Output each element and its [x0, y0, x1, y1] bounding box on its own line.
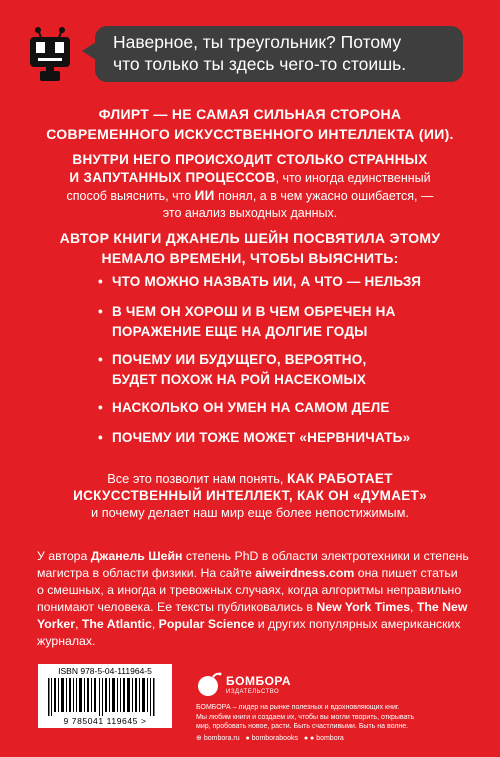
globe-icon: ⊕	[196, 735, 202, 742]
barcode	[38, 664, 172, 728]
bullet-dot: •	[98, 352, 103, 367]
youtube-icon: ●	[303, 735, 309, 742]
intro-paragraph	[0, 151, 500, 222]
bio-text: ,	[75, 617, 82, 631]
bubble-line-2: что только ты здесь чего-то стоишь.	[113, 54, 407, 74]
publisher-desc-line: мир, пробовать новое, расти. Быть счастливыми. Быть на волне.	[196, 723, 409, 730]
publisher-name: БОМБОРА	[226, 674, 292, 688]
barcode-digits: 9 785041 119645 >	[63, 716, 147, 726]
robot-icon	[28, 24, 72, 82]
social-bombora[interactable]: bombora	[316, 735, 344, 742]
bullet-item-5	[98, 428, 410, 448]
intro-bold-2: И ЗАПУТАННЫХ ПРОЦЕССОВ	[69, 170, 276, 185]
bullet-text-1: ЧТО МОЖНО НАЗВАТЬ ИИ, А ЧТО — НЕЛЬЗЯ	[112, 274, 422, 289]
bullet-dot: •	[98, 274, 103, 289]
social-links	[196, 734, 344, 742]
publication-name: The Atlantic	[81, 617, 152, 631]
speech-bubble-tail	[82, 42, 96, 60]
bullet-item-3	[98, 350, 366, 390]
bullet-dot: •	[98, 400, 103, 415]
bio-text: о смешных, а иногда и тревожных случаях, когда алгоритмы неправильно	[37, 583, 462, 597]
intro-bold-1: ВНУТРИ НЕГО ПРОИСХОДИТ СТОЛЬКО СТРАННЫХ	[72, 152, 428, 167]
bullet-text-5: ПОЧЕМУ ИИ ТОЖЕ МОЖЕТ «НЕРВНИЧАТЬ»	[112, 430, 411, 445]
bio-text: У автора	[37, 549, 91, 563]
heading-flirt-line-1: ФЛИРТ — НЕ САМАЯ СИЛЬНАЯ СТОРОНА	[98, 106, 402, 122]
bullet-text-3a: ПОЧЕМУ ИИ БУДУЩЕГО, ВЕРОЯТНО,	[112, 352, 367, 367]
bullet-dot: •	[98, 304, 103, 319]
publication-name: New York Times	[316, 600, 411, 614]
heading-flirt	[0, 104, 500, 144]
summary-text-1: Все это позволит нам понять,	[107, 471, 287, 486]
bio-text: она пишет статьи	[354, 566, 458, 580]
vk-icon: ●	[245, 735, 250, 742]
summary-bold-2: ИСКУССТВЕННЫЙ ИНТЕЛЛЕКТ, КАК ОН «ДУМАЕТ»	[73, 488, 427, 503]
publication-name: Popular Science	[158, 617, 255, 631]
bio-text: журналах.	[37, 634, 96, 648]
speech-bubble	[95, 26, 463, 82]
bomb-icon	[196, 671, 222, 697]
intro-text-4: это анализ выходных данных.	[162, 206, 338, 220]
website-link[interactable]: aiweirdness.com	[255, 566, 355, 580]
publisher-description	[196, 703, 414, 732]
publication-name: Yorker	[37, 617, 76, 631]
bullet-item-4	[98, 398, 390, 418]
bullet-item-1	[98, 272, 421, 292]
bubble-line-1: Наверное, ты треугольник? Потому	[113, 32, 402, 52]
social-site[interactable]: bombora.ru	[203, 735, 240, 742]
bio-text: ,	[410, 600, 417, 614]
publication-name: The New	[416, 600, 468, 614]
summary-text-3: и почему делает наш мир еще более непостижимым.	[91, 505, 409, 520]
bio-text: магистра в области физики. На сайте	[37, 566, 256, 580]
intro-text-2: , что иногда единственный	[275, 171, 431, 185]
intro-bold-ai: ИИ	[194, 188, 215, 203]
bio-text: степень PhD в области электротехники и степень	[182, 549, 469, 563]
publisher-logo	[196, 671, 222, 702]
summary-bold-1: КАК РАБОТАЕТ	[287, 471, 393, 486]
heading-author-line-2: НЕМАЛО ВРЕМЕНИ, ЧТОБЫ ВЫЯСНИТЬ:	[101, 250, 399, 266]
author-bio	[37, 548, 477, 650]
intro-text-3b: понял, а в чем ужасно ошибается, —	[214, 189, 434, 203]
bullet-text-2b: ПОРАЖЕНИЕ ЕЩЕ НА ДОЛГИЕ ГОДЫ	[112, 324, 368, 339]
publisher-subtitle: ИЗДАТЕЛЬСТВО	[226, 689, 280, 695]
author-name: Джанель Шейн	[90, 549, 183, 563]
bullet-text-3b: БУДЕТ ПОХОЖ НА РОЙ НАСЕКОМЫХ	[112, 372, 367, 387]
heading-flirt-line-2: СОВРЕМЕННОГО ИСКУССТВЕННОГО ИНТЕЛЛЕКТА (ИИ).	[46, 126, 454, 142]
heading-author-line-1: АВТОР КНИГИ ДЖАНЕЛЬ ШЕЙН ПОСВЯТИЛА ЭТОМУ	[59, 230, 441, 246]
publisher-desc-line: Мы любим книги и создаем их, чтобы вы могли творить, открывать	[196, 713, 415, 721]
barcode-bars	[48, 678, 162, 716]
summary-paragraph	[0, 470, 500, 521]
heading-author	[0, 228, 500, 268]
isbn-label: ISBN 978-5-04-111964-5	[58, 666, 152, 676]
bullet-text-4: НАСКОЛЬКО ОН УМЕН НА САМОМ ДЕЛЕ	[112, 400, 390, 415]
bullet-item-2	[98, 302, 396, 342]
bio-text: и других популярных американских	[254, 617, 461, 631]
bio-text: понимают человека. Ее тексты публиковались в	[37, 600, 317, 614]
bullet-dot: •	[98, 430, 103, 445]
intro-text-3a: способ выяснить, что	[66, 189, 195, 203]
social-vk[interactable]: bomborabooks	[251, 735, 298, 742]
publisher-desc-line: БОМБОРА – лидер на рынке полезных и вдохновляющих книг.	[196, 704, 400, 711]
bio-text: ,	[151, 617, 159, 631]
bullet-text-2a: В ЧЕМ ОН ХОРОШ И В ЧЕМ ОБРЕЧЕН НА	[112, 304, 396, 319]
telegram-icon: ●	[310, 735, 315, 742]
